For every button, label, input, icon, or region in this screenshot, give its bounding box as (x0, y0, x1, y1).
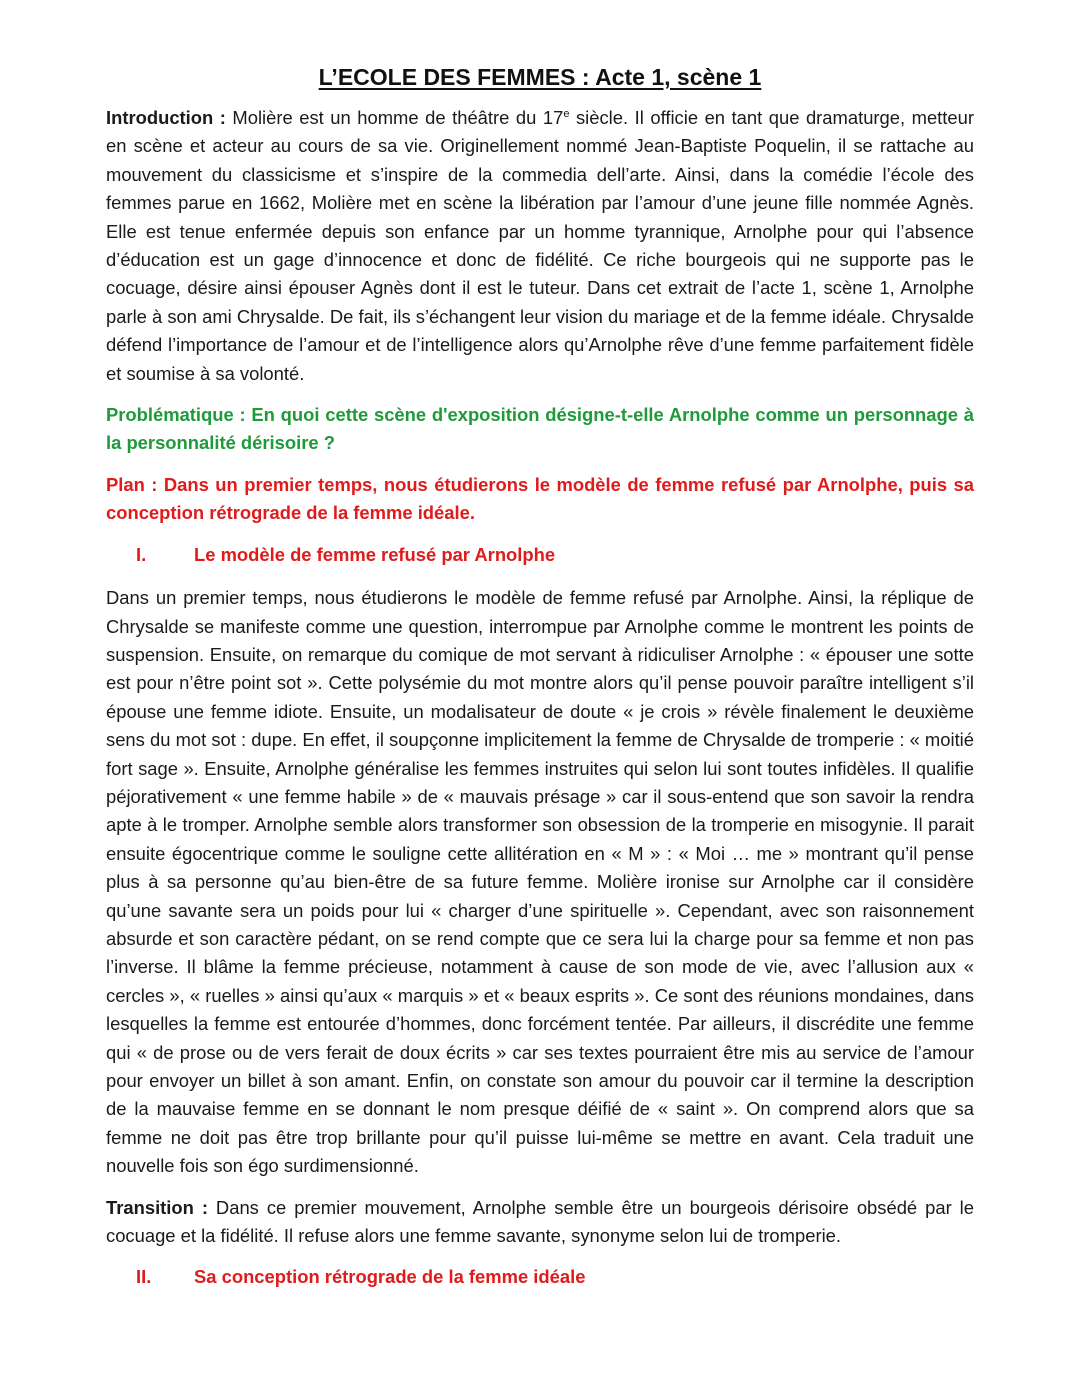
introduction-text-end: siècle. Il officie en tant que dramaturge, metteur en scène et acteur au cours de sa vie. Originellement nommé Jean-Baptiste Poquelin, il se rattache au mouvement du classicisme et s’inspire de la commedia dell’arte. Ainsi, dans la comédie l’école des femmes parue en 1662, Molière met en scène la libération par l’amour d’une jeune fille nommée Agnès. Elle est tenue enfermée depuis son enfance par un homme tyrannique, Arnolphe pour qui l’absence d’éducation est un gage d’innocence et donc de fidélité. Ce riche bourgeois qui ne supporte pas le cocuage, désire ainsi épouser Agnès dont il est le tuteur. Dans cet extrait de l’acte 1, scène 1, Arnolphe parle à son ami Chrysalde. De fait, ils s’échangent leur vision du mariage et de la femme idéale. Chrysalde défend l’importance de l’amour et de l’intelligence alors qu’Arnolphe rêve d’une femme parfaitement fidèle et soumise à sa volonté. (106, 107, 974, 384)
plan-paragraph: Plan : Dans un premier temps, nous étudierons le modèle de femme refusé par Arnolphe, puis sa conception rétrograde de la femme idéale. (106, 473, 974, 524)
introduction-paragraph (106, 104, 974, 388)
section-1-number: I. (136, 543, 147, 565)
transition-label: Transition : (106, 1196, 208, 1218)
section-1-heading (106, 541, 974, 569)
problematique-paragraph: Problématique : En quoi cette scène d'exposition désigne-t-elle Arnolphe comme un personnage à la personnalité dérisoire ? (106, 404, 974, 454)
section-2-title: Sa conception rétrograde de la femme idéale (194, 1266, 586, 1288)
section-1-title: Le modèle de femme refusé par Arnolphe (194, 543, 556, 565)
section-1-paragraph: Dans un premier temps, nous étudierons le modèle de femme refusé par Arnolphe. Ainsi, la réplique de Chrysalde se manifeste comme une question, interrompue par Arnolphe comme le montrent les points de suspension. Ensuite, on remarque du comique de mot servant à ridiculiser Arnolphe : « épouser une sotte est pour n’être point sot ». Cette polysémie du mot montre alors qu’il pense pouvoir paraître intelligent s’il épouse une femme idiote. Ensuite, un modalisateur de doute « je crois » révèle finalement le deuxième sens du mot sot : dupe. En effet, il soupçonne implicitement la femme de Chrysalde de tromperie : « moitié fort sage ». Ensuite, Arnolphe généralise les femmes instruites qui selon lui sont toutes infidèles. Il qualifie péjorativement « une femme habile » de « mauvais présage » car il sous-entend que son savoir la rendra apte à le tromper. Arnolphe semble alors transformer son obsession de la tromperie en misogynie. Il parait ensuite égocentrique comme le souligne cette allitération en « M » : « Moi … me » montrant qu’il pense plus à sa personne qu’au bien-être de sa future femme. Molière ironise sur Arnolphe car il considère qu’une savante sera un poids pour lui « charger d’une spirituelle ». Cependant, avec son raisonnement absurde et son caractère pédant, on se rend compte que ce sera lui la charge pour sa femme et non pas l’inverse. Il blâme la femme précieuse, notamment à cause de son mode de vie, avec l’allusion aux « cercles », « ruelles » ainsi qu’aux « marquis » et « beaux esprits ». Ce sont des réunions mondaines, dans lesquelles la femme est entourée d’hommes, donc forcément tentée. Par ailleurs, il discrédite une femme qui « de prose ou de vers ferait de doux écrits » car ses textes pourraient être mis au service de l’amour pour envoyer un billet à son amant. Enfin, on constate son amour du pouvoir car il termine la description de la mauvaise femme en se donnant le nom presque déifié de « saint ». On comprend alors que sa femme ne doit pas être trop brillante pour qu’il puisse lui-même se mettre en avant. Cela traduit une nouvelle fois son égo surdimensionné. (106, 587, 974, 1177)
century-superscript: e (563, 107, 570, 120)
transition-text: Dans ce premier mouvement, Arnolphe semble être un bourgeois dérisoire obsédé par le cocuage et la fidélité. Il refuse alors une femme savante, synonyme selon lui de tromperie. (106, 1196, 974, 1247)
transition-paragraph (106, 1194, 974, 1251)
introduction-text-start: Molière est un homme de théâtre du 17 (225, 107, 564, 128)
document-title: L’ECOLE DES FEMMES : Acte 1, scène 1 (318, 64, 762, 90)
section-2-number: II. (136, 1266, 152, 1288)
introduction-label: Introduction : (106, 107, 226, 128)
section-2-heading (106, 1263, 974, 1291)
